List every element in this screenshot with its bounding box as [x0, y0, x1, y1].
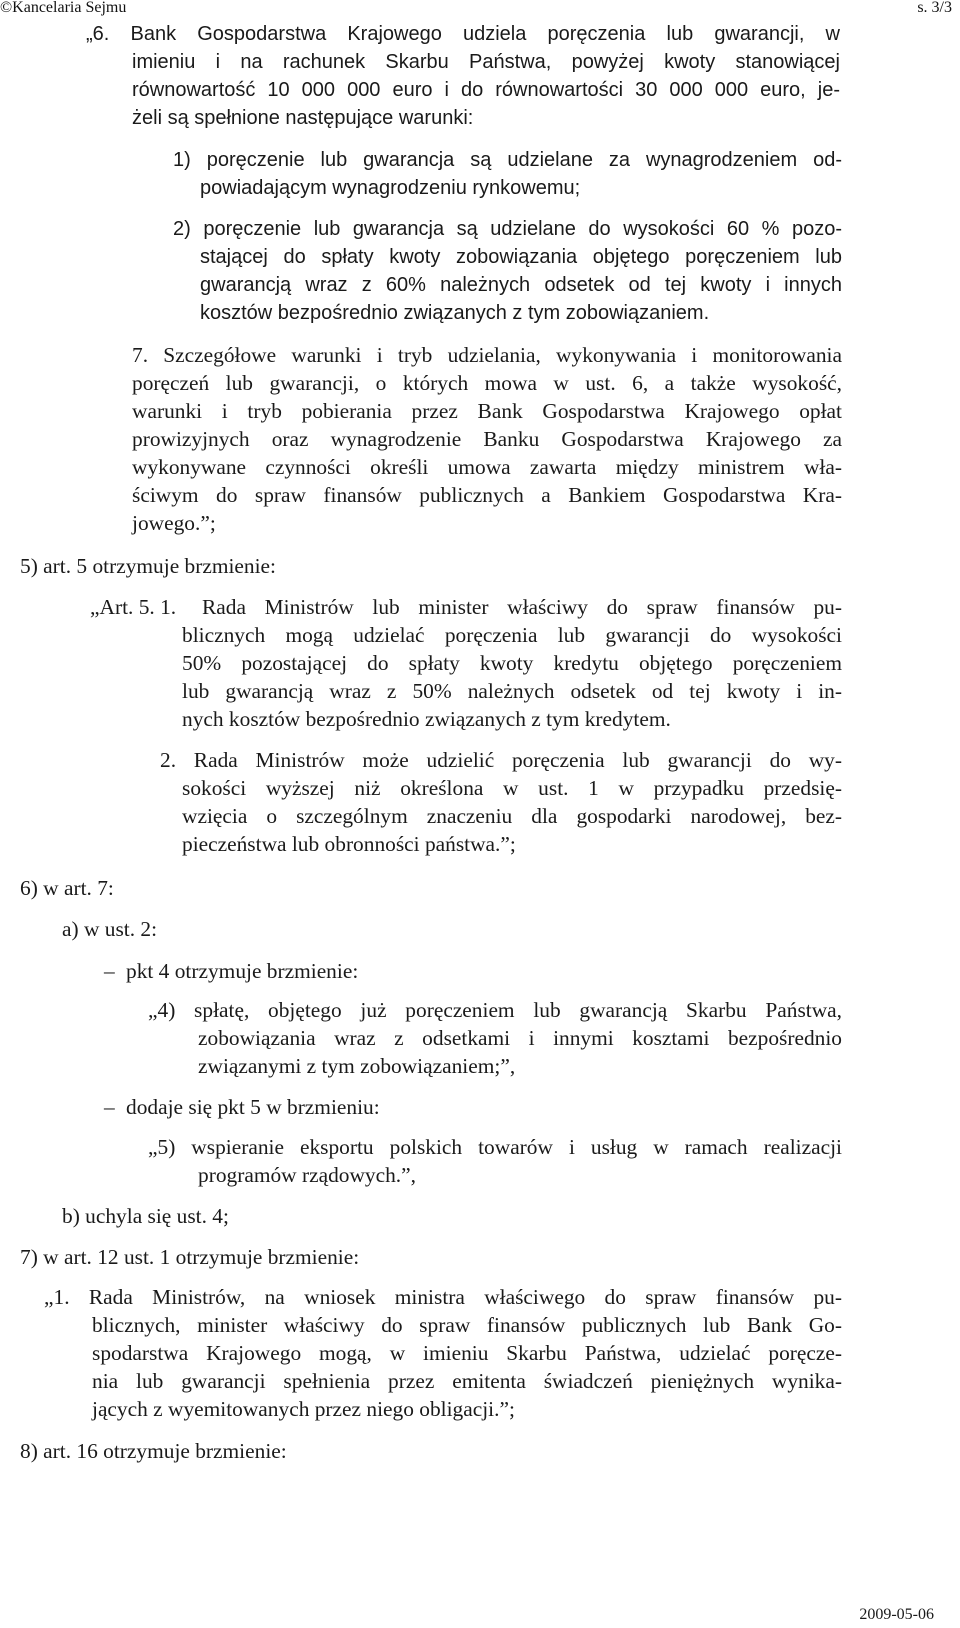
- art5-label: „Art. 5. 1.: [90, 595, 177, 619]
- text-line: „4) spłatę, objętego już poręczeniem lub gwarancją Skarbu Państwa,: [148, 998, 842, 1022]
- text-line: nia lub gwarancji spełnienia przez emitenta świadczeń pieniężnych wynika-: [92, 1369, 842, 1393]
- paragraph-6-item-2: [173, 215, 842, 327]
- footer-date: 2009-05-06: [859, 1606, 934, 1623]
- text-line: zobowiązania wraz z odsetkami i innymi kosztami bezpośrednio: [198, 1026, 842, 1050]
- art5-ust1: [182, 593, 842, 733]
- pkt4-intro: pkt 4 otrzymuje brzmienie:: [126, 959, 359, 983]
- text-line: Rada Ministrów lub minister właściwy do spraw finansów pu-: [202, 595, 842, 619]
- list-item-5: 5) art. 5 otrzymuje brzmienie:: [20, 554, 276, 578]
- text-line: 50% pozostającej do spłaty kwoty kredytu objętego poręczeniem: [182, 651, 842, 675]
- text-line: żeli są spełnione następujące warunki:: [132, 107, 474, 129]
- paragraph-6-item-1: [173, 146, 842, 202]
- text-line: 7. Szczegółowe warunki i tryb udzielania, wykonywania i monitorowania: [132, 343, 842, 367]
- text-line: powiadającym wynagrodzeniu rynkowemu;: [200, 177, 581, 199]
- text-line: pieczeństwa lub obronności państwa.”;: [182, 832, 516, 856]
- copyright-header: ©Kancelaria Sejmu: [0, 0, 127, 16]
- text-line: kosztów bezpośrednio związanych z tym zobowiązaniem.: [200, 302, 710, 324]
- list-item-7: 7) w art. 12 ust. 1 otrzymuje brzmienie:: [20, 1245, 360, 1269]
- dash-marker: –: [104, 1095, 115, 1119]
- text-line: 2) poręczenie lub gwarancja są udzielane do wysokości 60 % pozo-: [173, 218, 842, 240]
- text-line: spodarstwa Krajowego mogą, w imieniu Skarbu Państwa, udzielać poręcze-: [92, 1341, 842, 1365]
- pkt4-text: [148, 996, 842, 1080]
- art5-ust2: [160, 746, 842, 858]
- dash-marker: –: [104, 959, 115, 983]
- text-line: programów rządowych.”,: [198, 1163, 416, 1187]
- text-line: jowego.”;: [132, 511, 216, 535]
- text-line: warunki i tryb pobierania przez Bank Gospodarstwa Krajowego opłat: [132, 399, 842, 423]
- list-item-8: 8) art. 16 otrzymuje brzmienie:: [20, 1439, 287, 1463]
- text-line: „1. Rada Ministrów, na wniosek ministra właściwego do spraw finansów pu-: [44, 1285, 842, 1309]
- text-line: blicznych, minister właściwy do spraw finansów publicznych lub Bank Go-: [92, 1313, 842, 1337]
- pkt5-text: [148, 1133, 842, 1189]
- text-line: poręczeń lub gwarancji, o których mowa w ust. 6, a także wysokość,: [132, 371, 842, 395]
- text-line: 2. Rada Ministrów może udzielić poręczenia lub gwarancji do wy-: [160, 748, 842, 772]
- list-item-6: 6) w art. 7:: [20, 876, 114, 900]
- text-line: sokości wyższej niż określona w ust. 1 w przypadku przedsię-: [182, 776, 842, 800]
- pkt5-intro: dodaje się pkt 5 w brzmieniu:: [126, 1095, 380, 1119]
- list-item-6b: b) uchyla się ust. 4;: [62, 1204, 229, 1228]
- text-line: nych kosztów bezpośrednio związanych z tym kredytem.: [182, 707, 671, 731]
- text-line: 1) poręczenie lub gwarancja są udzielane za wynagrodzeniem od-: [173, 149, 842, 171]
- text-line: stającej do spłaty kwoty zobowiązania objętego poręczeniem lub: [200, 246, 842, 268]
- text-line: wykonywane czynności określi umowa zawarta między ministrem wła-: [132, 455, 842, 479]
- text-line: lub gwarancją wraz z 50% należnych odsetek od tej kwoty i in-: [182, 679, 842, 703]
- art12-text: [44, 1283, 842, 1423]
- text-line: prowizyjnych oraz wynagrodzenie Banku Gospodarstwa Krajowego za: [132, 427, 842, 451]
- text-line: imieniu i na rachunek Skarbu Państwa, powyżej kwoty stanowiącej: [132, 51, 840, 73]
- text-line: „6. Bank Gospodarstwa Krajowego udziela poręczenia lub gwarancji, w: [86, 23, 840, 45]
- text-line: ściwym do spraw finansów publicznych a Bankiem Gospodarstwa Kra-: [132, 483, 842, 507]
- text-line: równowartość 10 000 000 euro i do równowartości 30 000 000 euro, je-: [132, 79, 840, 101]
- page-number: s. 3/3: [917, 0, 952, 16]
- list-item-6a: a) w ust. 2:: [62, 917, 158, 941]
- paragraph-7: [102, 341, 842, 537]
- text-line: związanymi z tym zobowiązaniem;”,: [198, 1054, 516, 1078]
- text-line: gwarancją wraz z 60% należnych odsetek od tej kwoty i innych: [200, 274, 842, 296]
- text-line: jących z wyemitowanych przez niego obligacji.”;: [92, 1397, 515, 1421]
- paragraph-6: [86, 20, 840, 132]
- text-line: „5) wspieranie eksportu polskich towarów i usług w ramach realizacji: [148, 1135, 842, 1159]
- text-line: blicznych mogą udzielać poręczenia lub gwarancji do wysokości: [182, 623, 842, 647]
- text-line: wzięcia o szczególnym znaczeniu dla gospodarki narodowej, bez-: [182, 804, 842, 828]
